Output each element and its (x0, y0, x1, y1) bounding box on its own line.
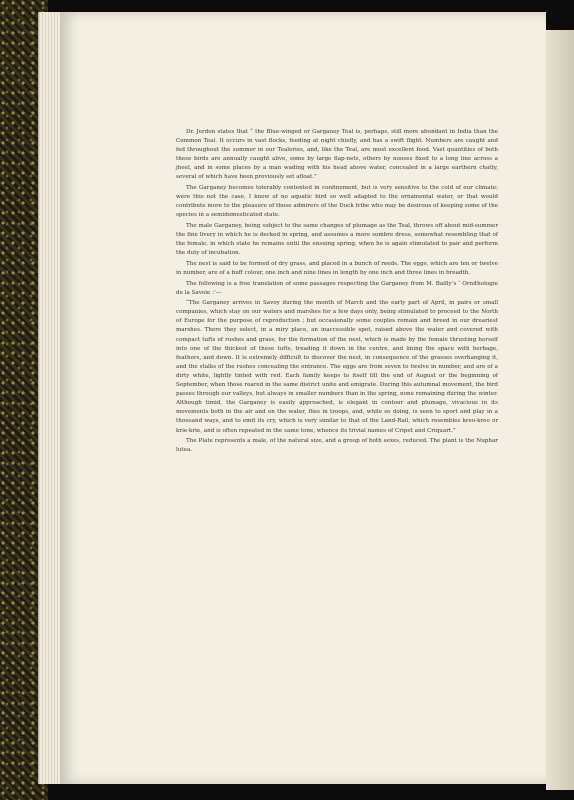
paragraph-jerdon: Dr. Jerdon states that “ the Blue-winged or Garganey Teal is, perhaps, still more abundant in India than the Common Teal. It occurs in vast flocks, feeding at night chiefly, and has a swift flight. Numbers are caught and fed throughout the summer in our Tealeries, and, like the Teal, are most excellent food. Vast quantities of both these birds are annually caught alive, some by large flap-nets, others by nooses fixed to a long line across a jheel, and in some places by a man wading with his head above water, concealed in a large earthern chatty, several of which have been previously set afloat.” (176, 129, 498, 181)
paragraph-plumage: The male Garganey, being subject to the same changes of plumage as the Teal, throws off about mid-summer the fine livery in which he is decked in spring, and assumes a more sombre dress, somewhat resembling that of the female, in which state he remains until the ensuing spring, when he is again stimulated to pair and perform the duty of incubation. (176, 222, 498, 257)
paragraph-confinement: The Garganey becomes tolerably contented in confinement, but is very sensitive to the cold of our climate; were this not the case, I know of no aquatic bird so well adapted to the ornamental water, or that would contribute more to the pleasure of those admirers of the Duck tribe who may be desirous of keeping some of the species in a semidomesticated state. (176, 185, 498, 219)
page-text (176, 128, 498, 457)
right-cover-edge (546, 30, 574, 790)
paragraph-plate: The Plate represents a male, of the natural size, and a group of both sexes, reduced. The plant is the Nuphar lutea. (176, 438, 498, 454)
paragraph-translation-intro: The following is a free translation of some passages respecting the Garganey from M. Bailly’s ‘ Ornithologie de la Savoie :’— (176, 280, 498, 296)
paragraph-bailly-quote: “The Garganey arrives in Savoy during the month of March and the early part of April, in pairs or small companies, which stay on our waters and marshes for a few days only, being stimulated to proceed to the North of Europe for the purpose of reproduction ; but occasionally some couples remain and breed in our dreariest marshes. There they select, in a miry place, an inaccessible spot, raised above the water and covered with compact tufts of rushes and grass, for the formation of the nest, which is made by the female thrusting herself into one of the thickest of these tufts, treading it down in the centre, and lining the space with herbage, feathers, and down. It is extremely difficult to discover the nest, in consequence of the grasses overhanging it, and the stalks of the rushes concealing the entrance. The eggs are from seven to twelve in number, and are of a dirty white, lightly tinted with red. Each family keeps to itself till the end of August or the beginning of September, when those reared in the same district unite and emigrate. During this autumnal movement, the bird passes through our valleys, but always in smaller numbers than in the spring, none remaining during the winter. Although timid, the Garganey is easily approached, is elegant in contour and plumage, vivacious in its movements both in the air and on the water, flies in troops, and, while so doing, is seen to sport and play in a thousand ways, and to emit its cry, which is very similar to that of the Land-Rail, which resembles kreo-kreo or krie-krie, and is often repeated in the same tone, whence its trivial names of Cripet and Criquart.” (176, 300, 498, 434)
paragraph-nest: The nest is said to be formed of dry grass, and placed in a bunch of reeds. The eggs, which are ten or twelve in number, are of a buff colour, one inch and nine lines in length by one inch and three lines in breadth. (176, 260, 498, 276)
